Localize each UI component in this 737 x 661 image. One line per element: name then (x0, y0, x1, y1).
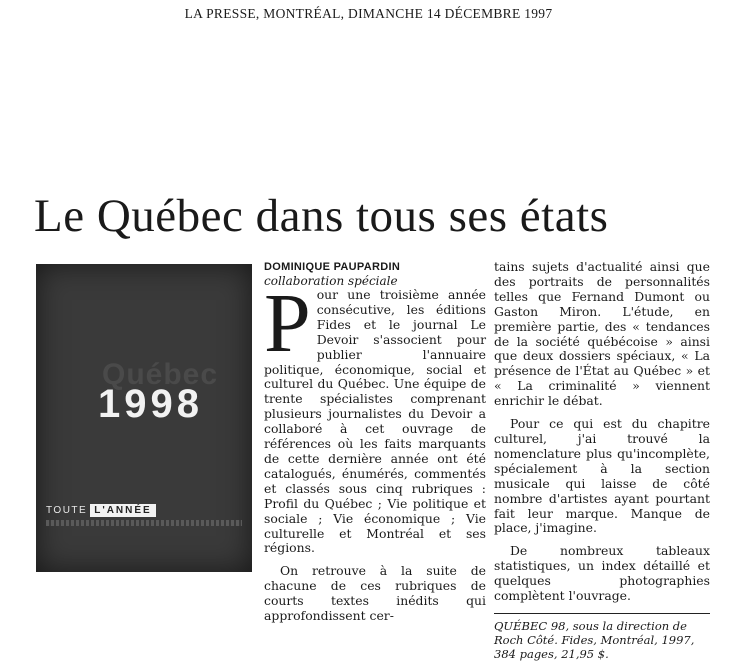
article-paragraph: On retrouve à la suite de chacune de ces rubriques de courts textes inédits qui approfondissent cer- (264, 563, 486, 624)
cover-brand-right: L'ANNÉE (90, 504, 156, 517)
byline-role: collaboration spéciale (264, 274, 398, 288)
cover-brand-left: TOUTE (46, 505, 88, 516)
article-paragraph: tains sujets d'actualité ainsi que des portraits de personnalités telles que Fernand Dumont ou Gaston Miron. L'étude, en première partie, des « tendances de la société québécoise » ainsi que deux dossiers spéciaux, « La présence de l'État au Québec » et « La criminalité » viennent enrichir le débat. (494, 259, 710, 409)
cover-stripe (46, 520, 242, 526)
article-column-1 (264, 260, 486, 624)
cover-ghost-title: Québec (102, 358, 219, 391)
byline-author: DOMINIQUE PAUPARDIN (264, 261, 401, 273)
article-paragraph: our une troisième année consécutive, les éditions Fides et le journal Le Devoir s'associent pour publier l'annuaire politique, économique, social et culturel du Québec. Une équipe de trente spécialistes comprenant plusieurs journalistes du Devoir a collaboré à cet ouvrage de références où les faits marquants de cette dernière année ont été catalogués, énumérés, commentés et classés sous cinq rubriques : Profil du Québec ; Vie politique et sociale ; Vie économique ; Vie culturelle et Montréal et ses régions. (264, 287, 486, 556)
article-column-2 (494, 260, 710, 661)
cover-brand (46, 504, 156, 517)
headline: Le Québec dans tous ses états (34, 190, 609, 242)
book-cover-image (36, 264, 252, 572)
drop-cap: P (264, 277, 311, 370)
masthead: LA PRESSE, MONTRÉAL, DIMANCHE 14 DÉCEMBRE 1997 (184, 6, 553, 21)
article-paragraph: Pour ce qui est du chapitre culturel, j'ai trouvé la nomenclature plus qu'incomplète, spécialement à la section musicale qui laisse de côté nombre d'artistes ayant pourtant fait leur marque. Manque de place, j'imagine. (494, 416, 710, 536)
cover-year: 1998 (98, 382, 203, 426)
book-credit: QUÉBEC 98, sous la direction de Roch Côté. Fides, Montréal, 1997, 384 pages, 21,95 $. (494, 613, 710, 661)
article-paragraph: De nombreux tableaux statistiques, un index détaillé et quelques photographies complètent l'ouvrage. (494, 543, 710, 604)
